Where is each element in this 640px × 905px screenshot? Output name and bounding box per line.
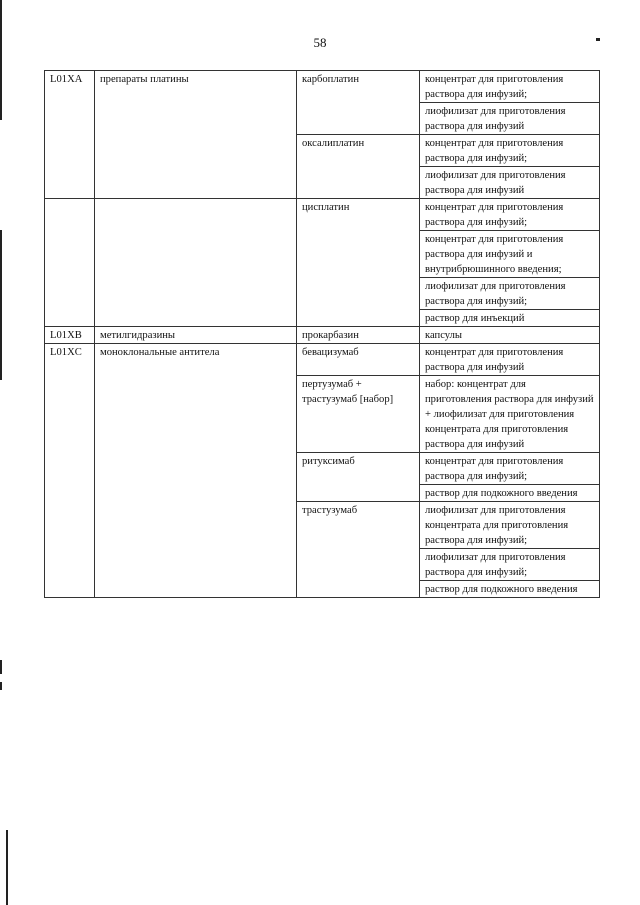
dosage-form: раствор для подкожного введения [420, 581, 600, 598]
atc-code: L01XA [45, 71, 95, 199]
drug-table [44, 70, 600, 598]
drug-group-continued [95, 199, 297, 327]
drug-name: ритуксимаб [297, 453, 420, 502]
drug-name: цисплатин [297, 199, 420, 327]
drug-name: прокарбазин [297, 327, 420, 344]
table-row [45, 71, 600, 103]
drug-group: метилгидразины [95, 327, 297, 344]
drug-name: трастузумаб [297, 502, 420, 598]
dosage-form: раствор для подкожного введения [420, 485, 600, 502]
drug-name: оксалиплатин [297, 135, 420, 199]
dosage-form: концентрат для приготовления раствора для инфузий; [420, 71, 600, 103]
dosage-form: лиофилизат для приготовления концентрата для приготовления раствора для инфузий; [420, 502, 600, 549]
dosage-form: лиофилизат для приготовления раствора для инфузий [420, 167, 600, 199]
dosage-form: раствор для инъекций [420, 310, 600, 327]
drug-group: моноклональные антитела [95, 344, 297, 598]
scan-edge-mark [0, 682, 2, 690]
dosage-form: лиофилизат для приготовления раствора для инфузий; [420, 278, 600, 310]
dosage-form: концентрат для приготовления раствора для инфузий; [420, 453, 600, 485]
page-number: 58 [313, 35, 327, 50]
dosage-form: набор: концентрат для приготовления раствора для инфузий + лиофилизат для приготовления концентрата для приготовления раствора для инфузий [420, 376, 600, 453]
drug-group: препараты платины [95, 71, 297, 199]
dosage-form: капсулы [420, 327, 600, 344]
drug-name: бевацизумаб [297, 344, 420, 376]
scan-edge-mark [6, 830, 8, 905]
drug-name: пертузумаб + трастузумаб [набор] [297, 376, 420, 453]
scan-edge-mark [0, 0, 2, 120]
table-row [45, 327, 600, 344]
scan-edge-mark [0, 660, 2, 674]
scan-corner-mark [596, 38, 600, 41]
scan-edge-mark [0, 230, 2, 380]
table-row [45, 344, 600, 376]
atc-code: L01XB [45, 327, 95, 344]
drug-name: карбоплатин [297, 71, 420, 135]
dosage-form: концентрат для приготовления раствора для инфузий; [420, 135, 600, 167]
dosage-form: концентрат для приготовления раствора для инфузий; [420, 199, 600, 231]
dosage-form: концентрат для приготовления раствора для инфузий [420, 344, 600, 376]
dosage-form: лиофилизат для приготовления раствора для инфузий; [420, 549, 600, 581]
dosage-form: концентрат для приготовления раствора для инфузий и внутрибрюшинного введения; [420, 231, 600, 278]
dosage-form: лиофилизат для приготовления раствора для инфузий [420, 103, 600, 135]
table-row [45, 199, 600, 231]
atc-code: L01XC [45, 344, 95, 598]
atc-code-continued [45, 199, 95, 327]
